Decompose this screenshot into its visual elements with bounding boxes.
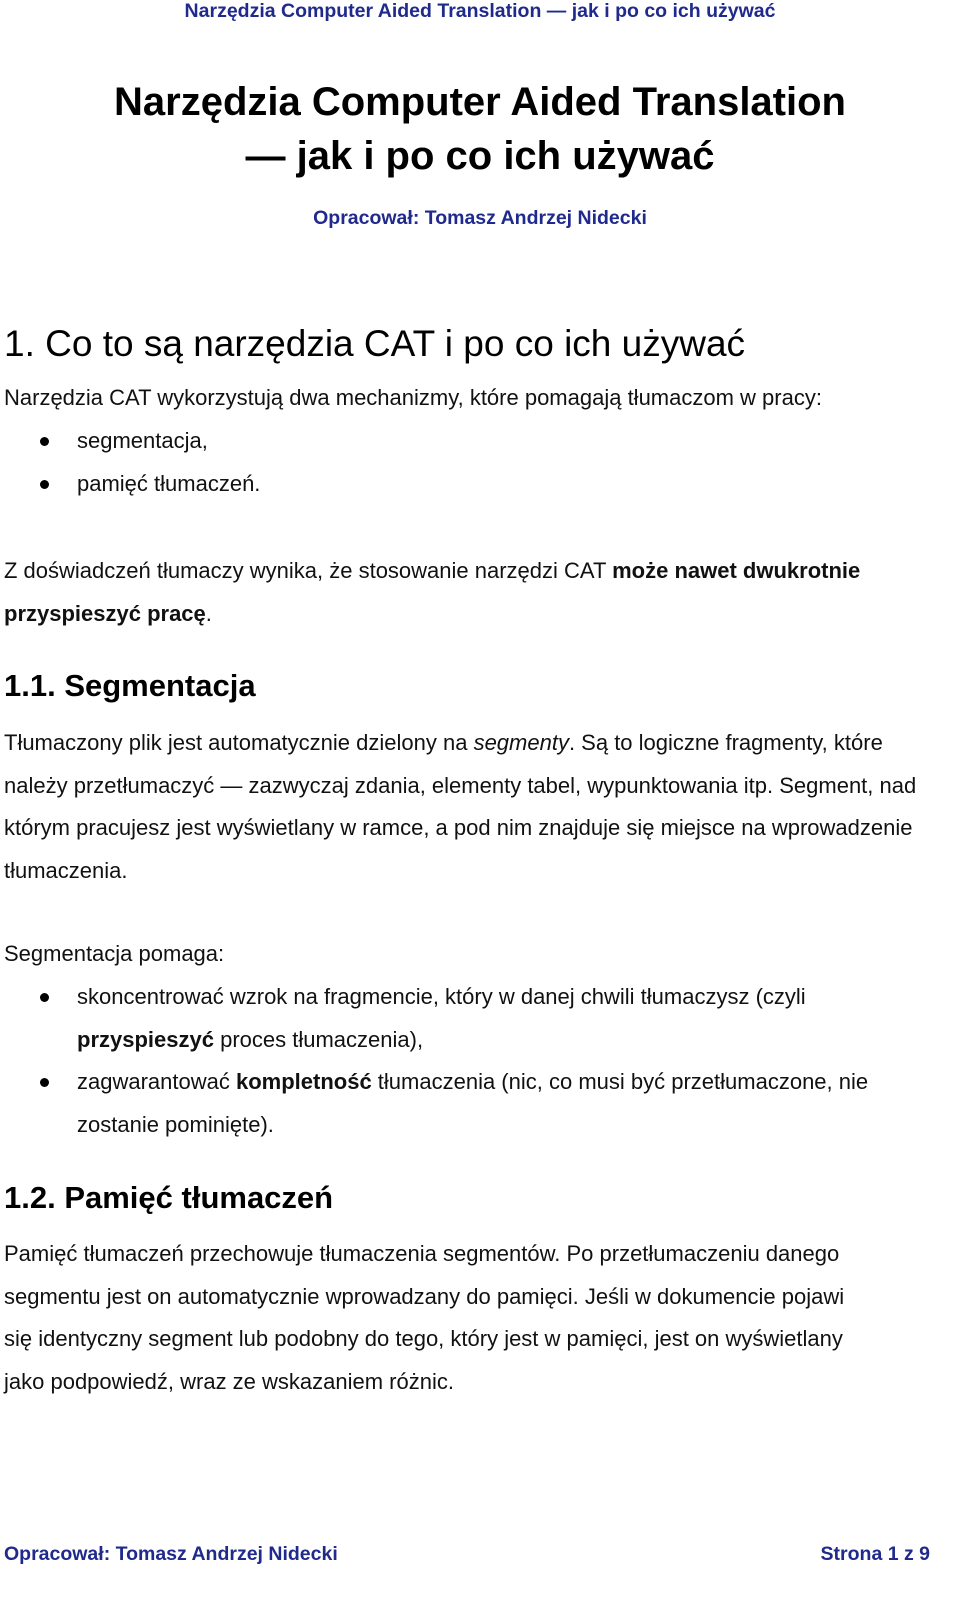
translation-memory-paragraph: Pamięć tłumaczeń przechowuje tłumaczenia segmentów. Po przetłumaczeniu danego segmentu jest on automatycznie wprowadzany do pamięci. Jeśli w dokumencie pojawi się identyczny segment lub podobny do tego, który jest w pamięci, jest on wyświetlany jako podpowiedź, wraz ze wskazaniem różnic. [4, 1241, 845, 1394]
section-1-2-heading: 1.2. Pamięć tłumaczeń [4, 1180, 334, 1215]
document-title [0, 75, 960, 183]
author-line: Opracował: Tomasz Andrzej Nidecki [313, 207, 647, 229]
segments-term: segmenty [473, 730, 569, 755]
mechanisms-list [0, 420, 944, 505]
bullet-icon [40, 993, 49, 1002]
experience-emphasis: może nawet dwukrotnie przyspieszyć pracę [4, 558, 861, 626]
section-1-1-heading: 1.1. Segmentacja [4, 668, 256, 703]
segmentation-paragraph: Tłumaczony plik jest automatycznie dzielony na segmenty. Są to logiczne fragmenty, które należy przetłumaczyć — zazwyczaj zdania, elementy tabel, wypunktowania itp. Segment, nad którym pracujesz jest wyświetlany w ramce, a pod nim znajduje się miejsce na wprowadzenie tłumaczenia. [4, 730, 917, 883]
section-1-intro: Narzędzia CAT wykorzystują dwa mechanizmy, które pomagają tłumaczom w pracy: [4, 385, 822, 410]
bullet-icon [40, 480, 49, 489]
experience-paragraph: Z doświadczeń tłumaczy wynika, że stosowanie narzędzi CAT może nawet dwukrotnie przyspieszyć pracę. [4, 558, 861, 626]
segmentation-benefits-list [0, 976, 944, 1146]
list-item: segmentacja, [0, 420, 944, 463]
footer-page-number: Strona 1 z 9 [820, 1543, 930, 1565]
footer-author: Opracował: Tomasz Andrzej Nidecki [4, 1543, 338, 1565]
list-item: pamięć tłumaczeń. [0, 463, 944, 506]
section-1-heading: 1. Co to są narzędzia CAT i po co ich używać [4, 323, 746, 364]
running-header: Narzędzia Computer Aided Translation — jak i po co ich używać [184, 0, 776, 22]
bullet-icon [40, 437, 49, 446]
document-title-line-2: — jak i po co ich używać [245, 134, 715, 178]
document-title-line-1: Narzędzia Computer Aided Translation [114, 80, 846, 124]
list-item: skoncentrować wzrok na fragmencie, który w danej chwili tłumaczysz (czyli przyspieszyć proces tłumaczenia), [0, 976, 944, 1061]
list-item: zagwarantować kompletność tłumaczenia (nic, co musi być przetłumaczone, nie zostanie pominięte). [0, 1061, 944, 1146]
segmentation-helps-label: Segmentacja pomaga: [4, 941, 225, 966]
bullet-icon [40, 1078, 49, 1087]
